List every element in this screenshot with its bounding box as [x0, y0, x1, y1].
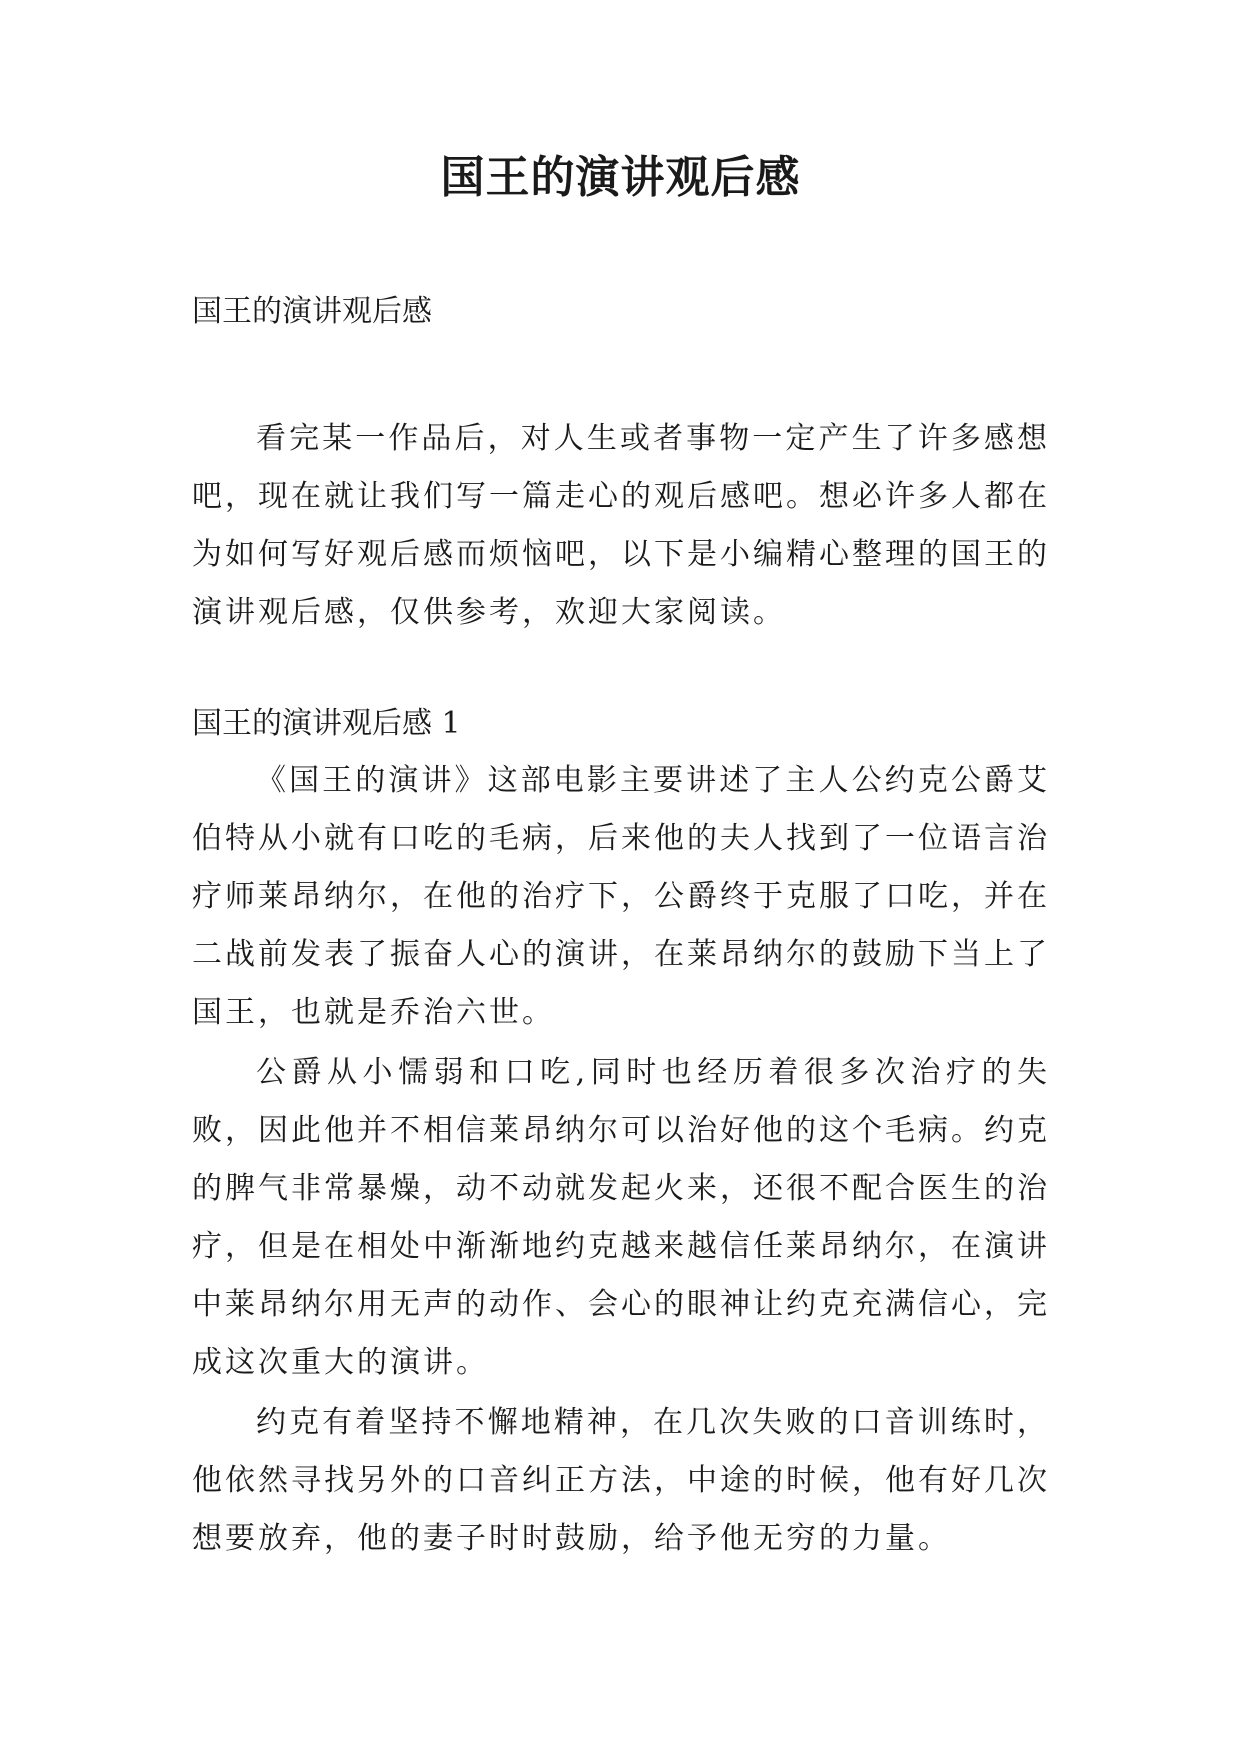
- body-paragraph-1: 《国王的演讲》这部电影主要讲述了主人公约克公爵艾伯特从小就有口吃的毛病，后来他的夫人找到了一位语言治疗师莱昂纳尔，在他的治疗下，公爵终于克服了口吃，并在二战前发表了振奋人心的演讲，在莱昂纳尔的鼓励下当上了国王，也就是乔治六世。: [192, 763, 1050, 1030]
- intro-paragraph: 看完某一作品后，对人生或者事物一定产生了许多感想吧，现在就让我们写一篇走心的观后感吧。想必许多人都在为如何写好观后感而烦恼吧，以下是小编精心整理的国王的演讲观后感，仅供参考，欢迎大家阅读。: [192, 421, 1050, 630]
- document-subtitle: 国王的演讲观后感: [192, 294, 432, 329]
- body-paragraph-3: 约克有着坚持不懈地精神，在几次失败的口音训练时，他依然寻找另外的口音纠正方法，中途的时候，他有好几次想要放弃，他的妻子时时鼓励，给予他无穷的力量。: [192, 1405, 1050, 1556]
- document-title: 国王的演讲观后感: [440, 152, 801, 203]
- body-paragraph-2: 公爵从小懦弱和口吃,同时也经历着很多次治疗的失败，因此他并不相信莱昂纳尔可以治好他的这个毛病。约克的脾气非常暴燥，动不动就发起火来，还很不配合医生的治疗，但是在相处中渐渐地约克越来越信任莱昂纳尔，在演讲中莱昂纳尔用无声的动作、会心的眼神让约克充满信心，完成这次重大的演讲。: [192, 1055, 1050, 1380]
- section-body: [192, 752, 1050, 1570]
- section-heading: 国王的演讲观后感 1: [192, 706, 461, 741]
